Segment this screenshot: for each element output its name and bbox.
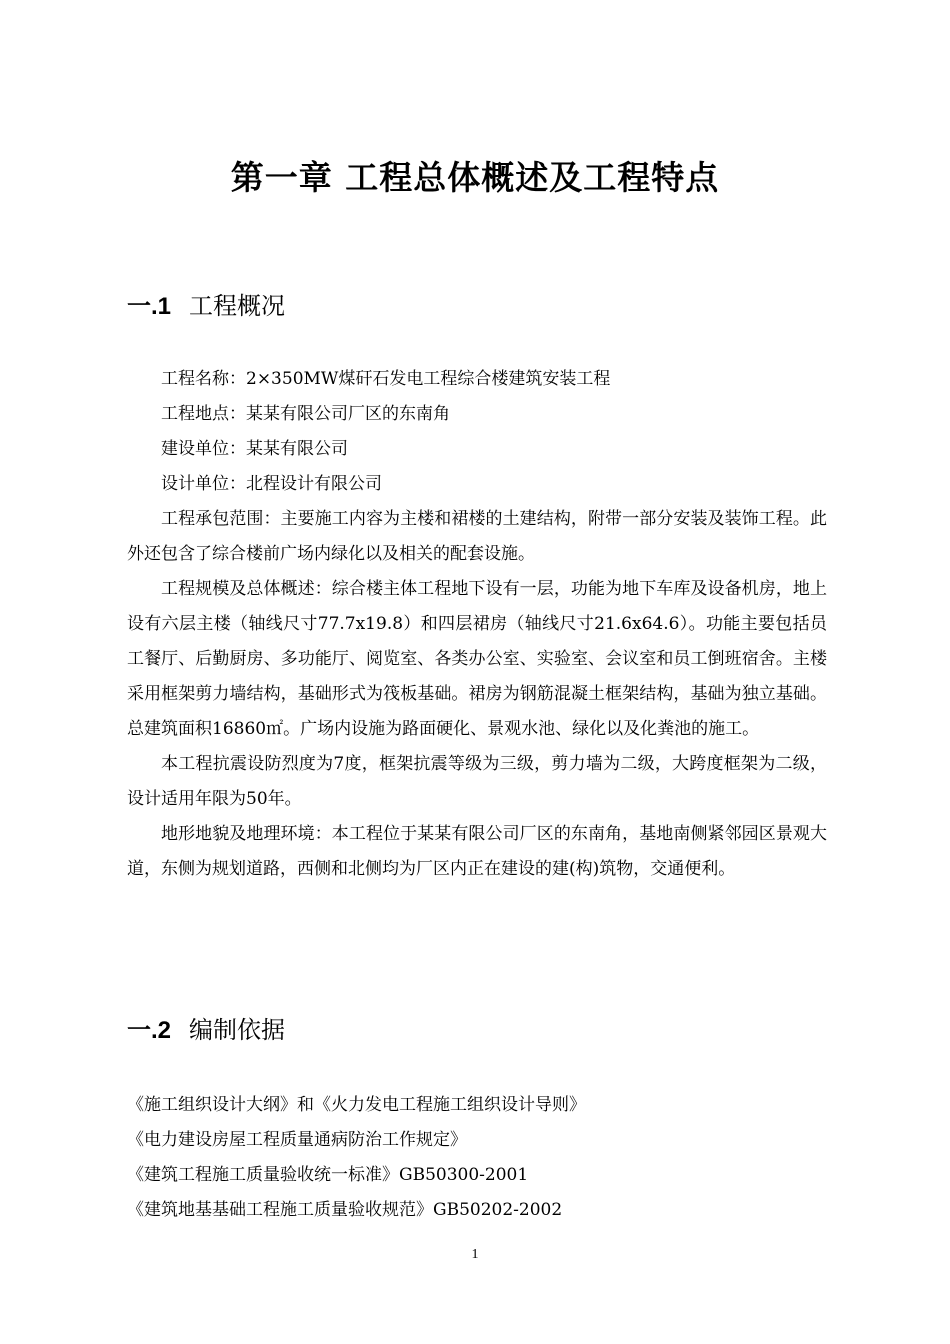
reference-item: 《电力建设房屋工程质量通病防治工作规定》 bbox=[127, 1130, 467, 1150]
section-number: 一.1 bbox=[127, 293, 172, 320]
reference-item: 《建筑工程施工质量验收统一标准》GB50300-2001 bbox=[127, 1165, 529, 1185]
seismic-info: 本工程抗震设防烈度为7度，框架抗震等级为三级，剪力墙为二级，大跨度框架为二级，设计适用年限为50年。 bbox=[127, 754, 827, 809]
design-unit: 设计单位：北程设计有限公司 bbox=[161, 474, 382, 494]
owner-unit: 建设单位：某某有限公司 bbox=[161, 439, 348, 459]
project-location: 工程地点：某某有限公司厂区的东南角 bbox=[161, 404, 450, 424]
section-title: 工程概况 bbox=[189, 292, 286, 320]
section-title: 编制依据 bbox=[189, 1016, 286, 1044]
chapter-title: 第一章 工程总体概述及工程特点 bbox=[230, 158, 720, 197]
reference-list bbox=[127, 1088, 827, 1228]
project-name: 工程名称：2×350MW煤矸石发电工程综合楼建筑安装工程 bbox=[161, 369, 611, 389]
reference-item: 《建筑地基基础工程施工质量验收规范》GB50202-2002 bbox=[127, 1200, 563, 1220]
page-number: 1 bbox=[471, 1247, 479, 1262]
reference-item: 《施工组织设计大纲》和《火力发电工程施工组织设计导则》 bbox=[127, 1095, 586, 1115]
overview-body bbox=[127, 362, 827, 887]
contract-scope: 工程承包范围：主要施工内容为主楼和裙楼的土建结构，附带一部分安装及装饰工程。此外还包含了综合楼前广场内绿化以及相关的配套设施。 bbox=[127, 509, 827, 564]
section-heading-overview bbox=[127, 286, 285, 321]
terrain-info: 地形地貌及地理环境：本工程位于某某有限公司厂区的东南角，基地南侧紧邻园区景观大道，东侧为规划道路，西侧和北侧均为厂区内正在建设的建(构)筑物，交通便利。 bbox=[127, 824, 827, 879]
project-scale: 工程规模及总体概述：综合楼主体工程地下设有一层，功能为地下车库及设备机房，地上设有六层主楼（轴线尺寸77.7x19.8）和四层裙房（轴线尺寸21.6x64.6）。功能主要包括员工餐厅、后勤厨房、多功能厅、阅览室、各类办公室、实验室、会议室和员工倒班宿舍。主楼采用框架剪力墙结构，基础形式为筏板基础。裙房为钢筋混凝土框架结构，基础为独立基础。总建筑面积16860㎡。广场内设施为路面硬化、景观水池、绿化以及化粪池的施工。 bbox=[127, 579, 827, 739]
section-number: 一.2 bbox=[127, 1017, 172, 1044]
section-heading-basis bbox=[127, 1010, 285, 1045]
